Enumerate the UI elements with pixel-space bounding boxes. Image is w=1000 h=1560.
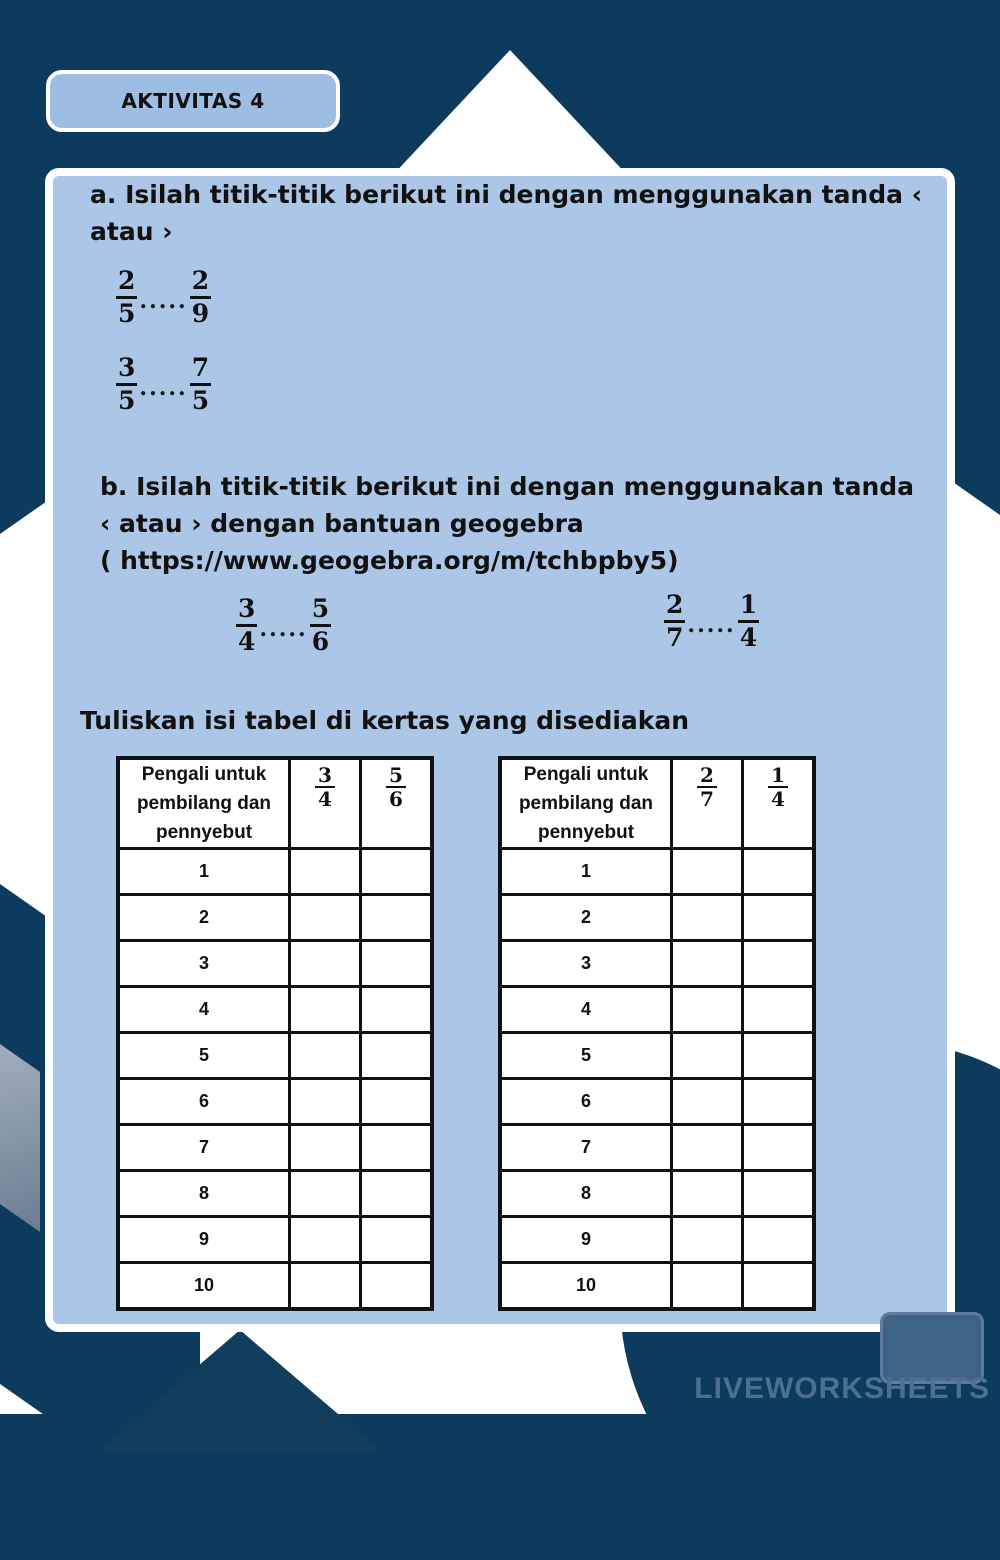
multiplier-cell: 10 bbox=[500, 1263, 672, 1310]
question-a-instruction: a. Isilah titik-titik berikut ini dengan menggunakan tanda ‹ atau › bbox=[90, 180, 923, 246]
table-row bbox=[118, 849, 432, 895]
multiplier-cell: 10 bbox=[118, 1263, 290, 1310]
table-instruction: Tuliskan isi tabel di kertas yang disediakan bbox=[80, 706, 690, 735]
table-row bbox=[500, 1263, 814, 1310]
table-row bbox=[500, 987, 814, 1033]
multiplier-cell: 7 bbox=[118, 1125, 290, 1171]
geogebra-link[interactable]: ( https://www.geogebra.org/m/tchbpby5) bbox=[100, 546, 679, 575]
multiplier-cell: 1 bbox=[118, 849, 290, 895]
table-row bbox=[118, 1033, 432, 1079]
answer-cell[interactable] bbox=[672, 1033, 743, 1079]
activity-title-box bbox=[46, 70, 340, 132]
fraction bbox=[190, 266, 211, 329]
table-header-label: Pengali untuk pembilang dan pennyebut bbox=[500, 758, 672, 849]
answer-cell[interactable] bbox=[672, 1263, 743, 1310]
fraction bbox=[664, 590, 685, 653]
comparison-b2 bbox=[664, 590, 759, 653]
answer-cell[interactable] bbox=[672, 1171, 743, 1217]
denominator: 4 bbox=[236, 624, 257, 657]
answer-cell[interactable] bbox=[361, 849, 433, 895]
multiplier-cell: 3 bbox=[118, 941, 290, 987]
denominator: 6 bbox=[310, 624, 331, 657]
answer-cell[interactable] bbox=[672, 987, 743, 1033]
answer-cell[interactable] bbox=[743, 1217, 815, 1263]
denominator: 5 bbox=[116, 383, 137, 416]
multiplier-cell: 6 bbox=[118, 1079, 290, 1125]
comparison-a1 bbox=[116, 266, 211, 329]
answer-cell[interactable] bbox=[672, 1079, 743, 1125]
numerator: 1 bbox=[739, 590, 758, 619]
table-row bbox=[500, 1033, 814, 1079]
multiplier-cell: 8 bbox=[118, 1171, 290, 1217]
table-header-row bbox=[500, 758, 814, 849]
answer-cell[interactable] bbox=[672, 849, 743, 895]
multiplier-cell: 8 bbox=[500, 1171, 672, 1217]
answer-cell[interactable] bbox=[743, 1079, 815, 1125]
denominator: 5 bbox=[190, 383, 211, 416]
comparison-a2 bbox=[116, 353, 211, 416]
multiplier-cell: 4 bbox=[500, 987, 672, 1033]
multiplier-cell: 5 bbox=[500, 1033, 672, 1079]
answer-cell[interactable] bbox=[743, 1125, 815, 1171]
table-row bbox=[500, 895, 814, 941]
answer-cell[interactable] bbox=[743, 941, 815, 987]
answer-blank[interactable]: ..... bbox=[259, 615, 308, 642]
table-row bbox=[118, 1125, 432, 1171]
answer-cell[interactable] bbox=[361, 1217, 433, 1263]
table-row bbox=[118, 1079, 432, 1125]
answer-cell[interactable] bbox=[361, 941, 433, 987]
table-row bbox=[118, 987, 432, 1033]
answer-cell[interactable] bbox=[361, 1263, 433, 1310]
numerator: 3 bbox=[318, 763, 332, 787]
fraction bbox=[190, 353, 211, 416]
table-header-row bbox=[118, 758, 432, 849]
answer-cell[interactable] bbox=[290, 987, 361, 1033]
multiplier-cell: 9 bbox=[118, 1217, 290, 1263]
answer-cell[interactable] bbox=[672, 895, 743, 941]
answer-cell[interactable] bbox=[743, 987, 815, 1033]
question-b-instruction bbox=[100, 468, 960, 579]
table-row bbox=[500, 1171, 814, 1217]
answer-cell[interactable] bbox=[672, 941, 743, 987]
answer-cell[interactable] bbox=[672, 1217, 743, 1263]
answer-cell[interactable] bbox=[743, 1171, 815, 1217]
question-b-line: b. Isilah titik-titik berikut ini dengan menggunakan tanda bbox=[100, 472, 915, 501]
answer-cell[interactable] bbox=[290, 849, 361, 895]
activity-title: AKTIVITAS 4 bbox=[121, 89, 265, 113]
multiplier-cell: 3 bbox=[500, 941, 672, 987]
answer-cell[interactable] bbox=[290, 1079, 361, 1125]
fraction bbox=[116, 353, 137, 416]
numerator: 2 bbox=[118, 266, 136, 295]
table-row bbox=[118, 1171, 432, 1217]
denominator: 4 bbox=[315, 786, 335, 810]
multiplier-cell: 4 bbox=[118, 987, 290, 1033]
numerator: 2 bbox=[666, 590, 684, 619]
table-header-fraction bbox=[361, 758, 433, 849]
fraction bbox=[738, 590, 759, 653]
answer-cell[interactable] bbox=[290, 1033, 361, 1079]
answer-cell[interactable] bbox=[743, 895, 815, 941]
answer-cell[interactable] bbox=[743, 1263, 815, 1310]
table-row bbox=[118, 1263, 432, 1310]
numerator: 5 bbox=[311, 594, 330, 623]
table-header-fraction bbox=[290, 758, 361, 849]
denominator: 9 bbox=[190, 296, 211, 329]
numerator: 7 bbox=[191, 353, 210, 382]
answer-cell[interactable] bbox=[361, 987, 433, 1033]
answer-cell[interactable] bbox=[361, 895, 433, 941]
multiplier-cell: 9 bbox=[500, 1217, 672, 1263]
table-header-fraction bbox=[743, 758, 815, 849]
answer-cell[interactable] bbox=[290, 941, 361, 987]
multiplier-table-1 bbox=[116, 756, 434, 1311]
answer-blank[interactable]: ..... bbox=[139, 374, 188, 401]
answer-cell[interactable] bbox=[290, 1217, 361, 1263]
multiplier-cell: 7 bbox=[500, 1125, 672, 1171]
answer-cell[interactable] bbox=[361, 1033, 433, 1079]
multiplier-cell: 1 bbox=[500, 849, 672, 895]
answer-blank[interactable]: ..... bbox=[687, 611, 736, 638]
table-row bbox=[118, 1217, 432, 1263]
answer-blank[interactable]: ..... bbox=[139, 287, 188, 314]
table-row bbox=[500, 849, 814, 895]
answer-cell[interactable] bbox=[361, 1079, 433, 1125]
table-row bbox=[500, 1079, 814, 1125]
numerator: 5 bbox=[389, 763, 403, 787]
table-row bbox=[500, 941, 814, 987]
table-header-fraction bbox=[672, 758, 743, 849]
table-header-label: Pengali untuk pembilang dan pennyebut bbox=[118, 758, 290, 849]
denominator: 4 bbox=[738, 620, 759, 653]
answer-cell[interactable] bbox=[361, 1171, 433, 1217]
answer-cell[interactable] bbox=[361, 1125, 433, 1171]
answer-cell[interactable] bbox=[290, 1125, 361, 1171]
table-row bbox=[118, 895, 432, 941]
numerator: 1 bbox=[771, 763, 785, 787]
table-row bbox=[500, 1125, 814, 1171]
answer-cell[interactable] bbox=[743, 849, 815, 895]
watermark-text: LIVEWORKSHEETS bbox=[694, 1372, 990, 1405]
fraction bbox=[236, 594, 257, 657]
comparison-b1 bbox=[236, 594, 331, 657]
answer-cell[interactable] bbox=[672, 1125, 743, 1171]
table-row bbox=[500, 1217, 814, 1263]
multiplier-cell: 2 bbox=[118, 895, 290, 941]
denominator: 6 bbox=[386, 786, 406, 810]
numerator: 3 bbox=[238, 594, 256, 623]
denominator: 7 bbox=[664, 620, 685, 653]
answer-cell[interactable] bbox=[290, 1263, 361, 1310]
denominator: 4 bbox=[768, 786, 788, 810]
multiplier-cell: 2 bbox=[500, 895, 672, 941]
fraction bbox=[310, 594, 331, 657]
multiplier-table-2 bbox=[498, 756, 816, 1311]
answer-cell[interactable] bbox=[290, 895, 361, 941]
multiplier-cell: 6 bbox=[500, 1079, 672, 1125]
numerator: 3 bbox=[118, 353, 136, 382]
answer-cell[interactable] bbox=[743, 1033, 815, 1079]
background-shape bbox=[100, 1330, 380, 1450]
question-b-line: ‹ atau › dengan bantuan geogebra bbox=[100, 509, 584, 538]
denominator: 5 bbox=[116, 296, 137, 329]
denominator: 7 bbox=[697, 786, 717, 810]
numerator: 2 bbox=[700, 763, 714, 787]
multiplier-cell: 5 bbox=[118, 1033, 290, 1079]
numerator: 2 bbox=[191, 266, 210, 295]
answer-cell[interactable] bbox=[290, 1171, 361, 1217]
fraction bbox=[116, 266, 137, 329]
table-row bbox=[118, 941, 432, 987]
